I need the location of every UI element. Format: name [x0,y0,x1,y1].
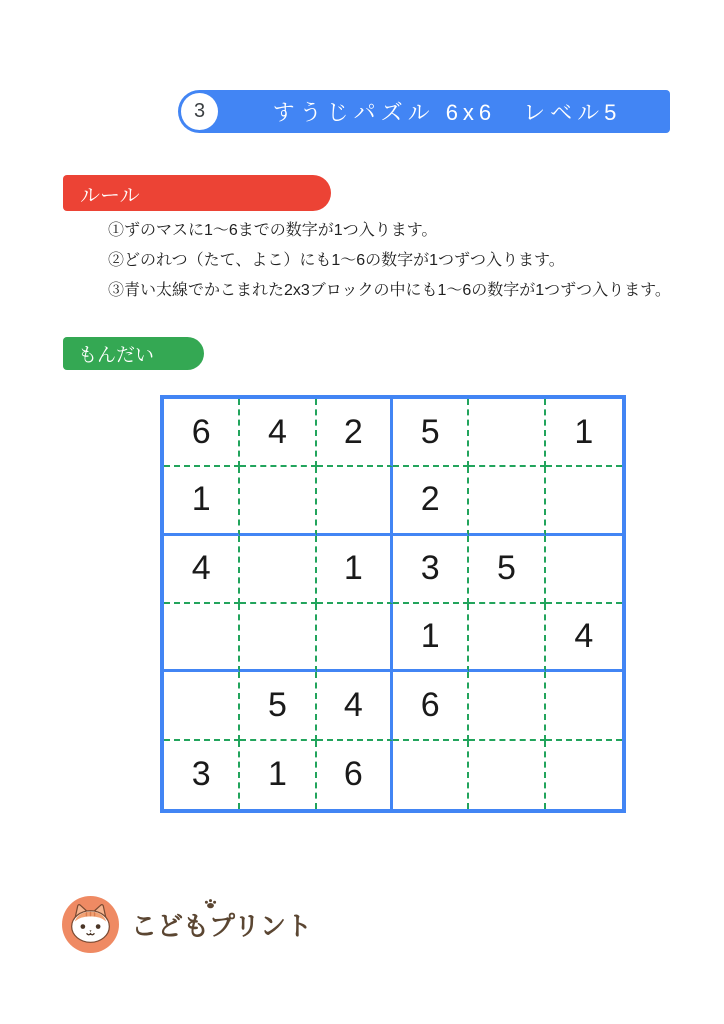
grid-cell-empty[interactable] [164,672,240,740]
grid-cell-given: 4 [546,604,622,672]
rule-item: ①ずのマスに1〜6までの数字が1つ入ります。 [108,222,438,239]
grid-cell-empty[interactable] [240,536,316,604]
grid-cell-given: 6 [393,672,469,740]
grid-cell-given: 2 [317,399,393,467]
grid-cell-empty[interactable] [546,741,622,809]
grid-cell-given: 5 [393,399,469,467]
grid-cell-empty[interactable] [393,741,469,809]
grid-cell-given: 1 [546,399,622,467]
grid-cell-given: 4 [240,399,316,467]
problem-section-label [63,337,204,370]
title-banner [178,90,670,133]
rules-section-label [63,175,331,211]
grid-cell-empty[interactable] [240,604,316,672]
grid-cell-given: 1 [393,604,469,672]
rules-list [108,216,671,306]
grid-cell-empty[interactable] [469,604,545,672]
grid-cell-given: 3 [164,741,240,809]
grid-cell-empty[interactable] [546,536,622,604]
grid-cell-given: 4 [317,672,393,740]
grid-cell-given: 1 [240,741,316,809]
grid-cell-given: 2 [393,467,469,535]
grid-cell-empty[interactable] [469,467,545,535]
paw-print-icon [204,897,217,910]
grid-cell-given: 6 [164,399,240,467]
rules-label-text: ルール [80,184,140,207]
grid-cell-given: 6 [317,741,393,809]
puzzle-number: 3 [193,100,206,122]
problem-label-text: もんだい [78,345,155,366]
grid-cell-empty[interactable] [317,604,393,672]
puzzle-grid [160,395,626,813]
grid-cell-given: 5 [469,536,545,604]
puzzle-number-badge [181,93,218,130]
grid-cell-empty[interactable] [240,467,316,535]
rule-item: ③青い太線でかこまれた2x3ブロックの中にも1〜6の数字が1つずつ入ります。 [108,282,671,299]
site-logo [62,895,312,953]
grid-cell-given: 3 [393,536,469,604]
grid-cell-empty[interactable] [164,604,240,672]
page-title: すうじパズル 6x6 レベル5 [272,100,622,125]
logo-text: こどもプリント [131,910,312,941]
cat-face-icon [62,896,119,953]
grid-cell-empty[interactable] [317,467,393,535]
grid-cell-empty[interactable] [469,672,545,740]
grid-cell-empty[interactable] [469,741,545,809]
grid-cell-given: 1 [164,467,240,535]
grid-cell-empty[interactable] [546,467,622,535]
rule-item: ②どのれつ（たて、よこ）にも1〜6の数字が1つずつ入ります。 [108,252,565,269]
grid-cell-given: 1 [317,536,393,604]
grid-cell-given: 5 [240,672,316,740]
grid-cell-given: 4 [164,536,240,604]
grid-cell-empty[interactable] [546,672,622,740]
grid-cell-empty[interactable] [469,399,545,467]
